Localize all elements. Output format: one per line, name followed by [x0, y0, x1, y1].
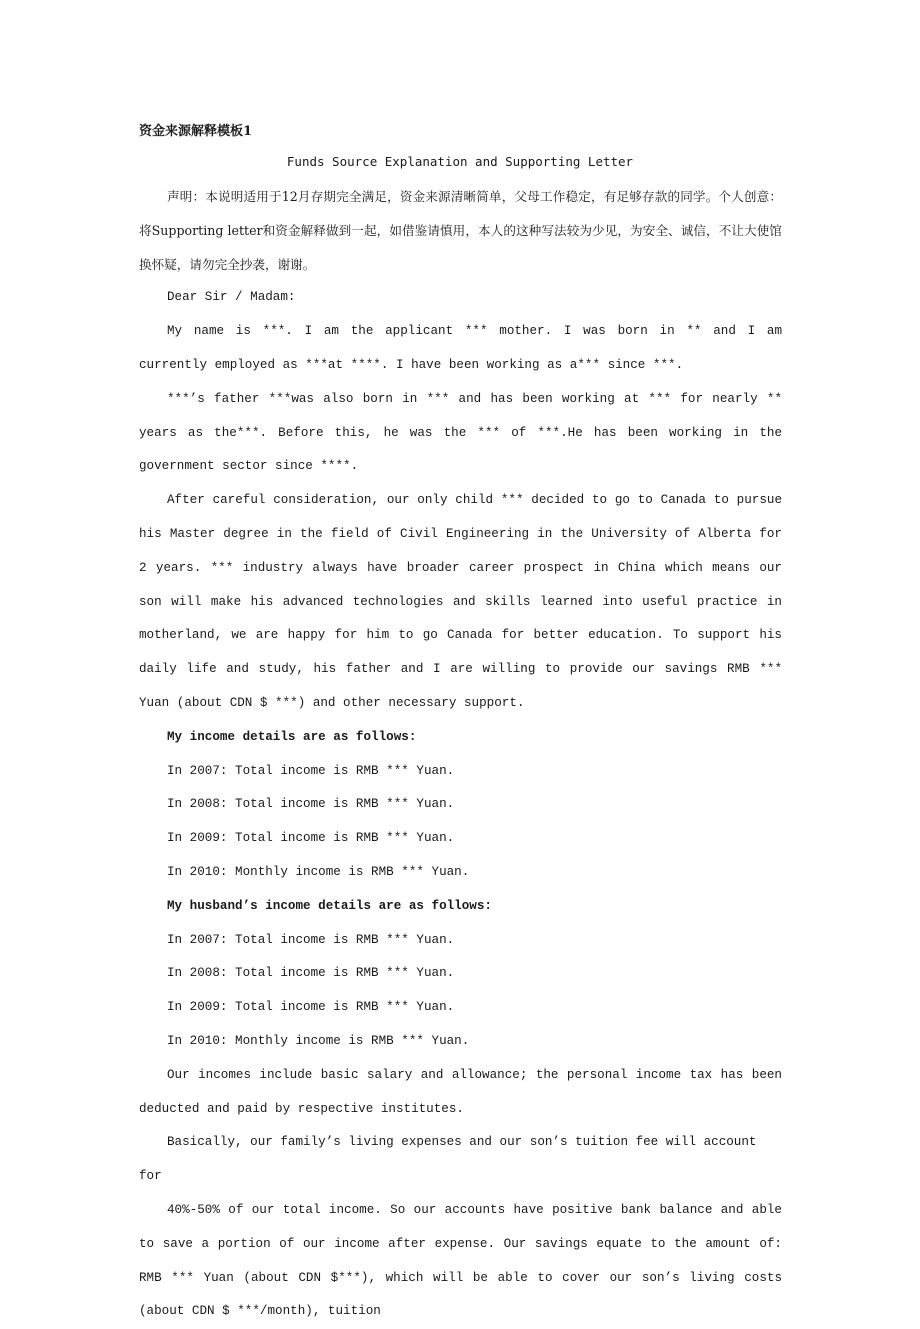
my-income-item: In 2008: Total income is RMB *** Yuan. [167, 797, 455, 812]
my-income-item: In 2007: Total income is RMB *** Yuan. [167, 763, 455, 778]
salutation: Dear Sir / Madam: [167, 290, 296, 305]
intro-paragraph: My name is ***. I am the applicant *** mother. I was born in ** and I am currently employed as ***at ****. I have been working as a*** since ***. [139, 324, 782, 372]
decision-paragraph: After careful consideration, our only child *** decided to go to Canada to pursue his Master degree in the field of Civil Engineering in the University of Alberta for 2 years. *** industry always have broader career prospect in China which means our son will make his advanced technologies and skills learned into useful practice in motherland, we are happy for him to go Canada for better education. To support his daily life and study, his father and I are willing to provide our savings RMB *** Yuan (about CDN $ ***) and other necessary support. [139, 493, 782, 710]
document-heading: 资金来源解释模板1 [139, 124, 253, 139]
my-income-heading: My income details are as follows: [167, 729, 417, 744]
husband-income-item: In 2007: Total income is RMB *** Yuan. [167, 932, 455, 947]
document-body [139, 180, 782, 1329]
my-income-item: In 2010: Monthly income is RMB *** Yuan. [167, 864, 470, 879]
document-title: Funds Source Explanation and Supporting Letter [286, 154, 634, 169]
expenses-paragraph: 40%-50% of our total income. So our accounts have positive bank balance and able to save a portion of our income after expense. Our savings equate to the amount of: RMB *** Yuan (about CDN $***), which will be able to cover our son’s living costs (about CDN $ ***/month), tuition [139, 1202, 782, 1319]
husband-income-heading: My husband’s income details are as follows: [167, 898, 492, 913]
statement-paragraph: 声明：本说明适用于12月存期完全满足，资金来源清晰简单，父母工作稳定，有足够存款的同学。个人创意：将Supporting letter和资金解释做到一起，如借鉴请慎用，本人的这种写法较为少见，为安全、诚信，不让大使馆换怀疑，请勿完全抄袭，谢谢。 [139, 189, 782, 272]
husband-income-item: In 2010: Monthly income is RMB *** Yuan. [167, 1033, 470, 1048]
husband-income-item: In 2009: Total income is RMB *** Yuan. [167, 1000, 455, 1015]
expenses-paragraph-line: Basically, our family’s living expenses and our son’s tuition fee will account for [139, 1135, 757, 1184]
father-paragraph: ***’s father ***was also born in *** and has been working at *** for nearly ** years as the***. Before this, he was the *** of ***.He has been working in the government sector since ****. [139, 391, 782, 474]
husband-income-item: In 2008: Total income is RMB *** Yuan. [167, 966, 455, 981]
incomes-paragraph: Our incomes include basic salary and allowance; the personal income tax has been deducted and paid by respective institutes. [139, 1067, 782, 1116]
my-income-item: In 2009: Total income is RMB *** Yuan. [167, 831, 455, 846]
